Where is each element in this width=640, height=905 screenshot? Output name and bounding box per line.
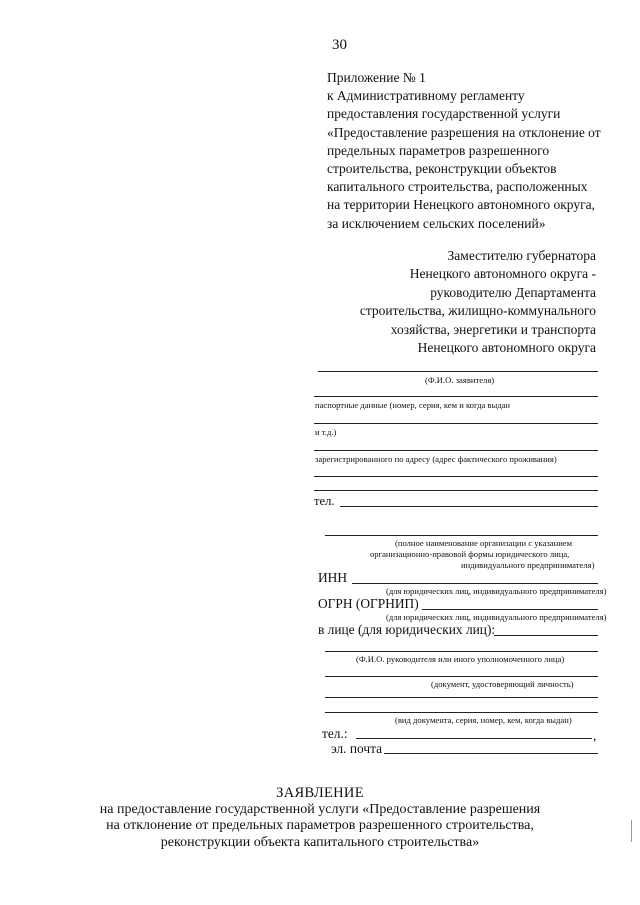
id-doc-fill-line[interactable] — [325, 676, 598, 677]
inn-label: ИНН — [318, 570, 348, 585]
address-fill-line[interactable] — [314, 476, 598, 477]
appendix-line: Приложение № 1 — [327, 70, 426, 85]
tel2-fill-line[interactable] — [356, 738, 592, 739]
org-caption-line: (полное наименование организации с указанием — [395, 538, 573, 548]
head-caption: (Ф.И.О. руководителя или иного уполномоченного лица) — [356, 654, 565, 664]
appendix-line: строительства, реконструкции объектов — [327, 161, 557, 177]
addressee-line: строительства, жилищно-коммунального — [359, 303, 596, 319]
appendix-line: капитального строительства, расположенных — [327, 179, 588, 195]
appendix-line: «Предоставление разрешения на отклонение от — [327, 124, 601, 140]
appendix-line: на территории Ненецкого автономного округа, — [327, 197, 595, 213]
registered-fill-line[interactable] — [314, 450, 598, 451]
passport-fill-line[interactable] — [314, 396, 598, 397]
appendix-header — [327, 69, 601, 233]
fio-fill-line[interactable] — [318, 371, 598, 372]
inn-fill-line[interactable] — [352, 583, 598, 584]
ogrn-fill-line[interactable] — [422, 609, 598, 610]
addressee-line: Заместителю губернатора — [447, 248, 596, 263]
org-caption-line: организационно-правовой формы юридического лица, — [370, 549, 570, 559]
scan-edge-mark — [631, 820, 632, 842]
addressee-line: хозяйства, энергетики и транспорта — [390, 321, 596, 337]
tel2-comma: , — [593, 728, 597, 743]
addressee-block — [360, 247, 596, 357]
org-caption-line: индивидуального предпринимателя) — [461, 560, 595, 570]
email-label: эл. почта — [331, 741, 383, 756]
ogrn-caption: (для юридических лиц, индивидуального предпринимателя) — [386, 612, 607, 622]
person-label: в лице (для юридических лиц): — [318, 622, 496, 637]
id-doc-caption: (документ, удостоверяющий личность) — [431, 679, 574, 689]
appendix-line: предоставления государственной услуги — [327, 106, 561, 122]
title-line: реконструкции объекта капитального строительства» — [160, 834, 480, 850]
ogrn-label: ОГРН (ОГРНИП) — [318, 596, 419, 611]
email-fill-line[interactable] — [384, 753, 598, 754]
org-fill-line[interactable] — [325, 535, 598, 536]
fio-caption: (Ф.И.О. заявителя) — [425, 375, 495, 385]
document-title — [0, 785, 640, 851]
addressee-line: Ненецкого автономного округа - — [409, 266, 596, 282]
title-line: на предоставление государственной услуги «Предоставление разрешения — [99, 801, 541, 817]
appendix-line: за исключением сельских поселений» — [327, 215, 546, 231]
etc-caption: и т.д.) — [315, 427, 337, 437]
person-fill-line[interactable] — [494, 635, 598, 636]
title-line: на отклонение от предельных параметров разрешенного строительства, — [106, 818, 534, 833]
title-heading: ЗАЯВЛЕНИЕ — [276, 785, 364, 801]
appendix-line: к Административному регламенту — [327, 88, 525, 104]
tel-label: тел. — [314, 494, 335, 508]
appendix-line: предельных параметров разрешенного — [327, 142, 550, 158]
page-number: 30 — [332, 37, 347, 53]
addressee-line: Ненецкого автономного округа — [417, 340, 596, 356]
tel-fill-line[interactable] — [340, 506, 598, 507]
addressee-line: руководителю Департамента — [430, 284, 596, 300]
doc-fill-line[interactable] — [325, 697, 598, 698]
passport-caption: паспортные данные (номер, серия, кем и когда выдан — [315, 400, 511, 410]
inn-caption: (для юридических лиц, индивидуального предпринимателя) — [386, 586, 607, 596]
head-fill-line[interactable] — [325, 651, 598, 652]
tel2-label: тел.: — [322, 726, 348, 741]
address-fill-line-2[interactable] — [314, 490, 598, 491]
doc-details-caption: (вид документа, серия, номер, кем, когда выдан) — [395, 715, 572, 725]
passport-fill-line-2[interactable] — [314, 423, 598, 424]
registered-caption: зарегистрированного по адресу (адрес фактического проживания) — [315, 454, 557, 464]
doc-fill-line-2[interactable] — [325, 712, 598, 713]
